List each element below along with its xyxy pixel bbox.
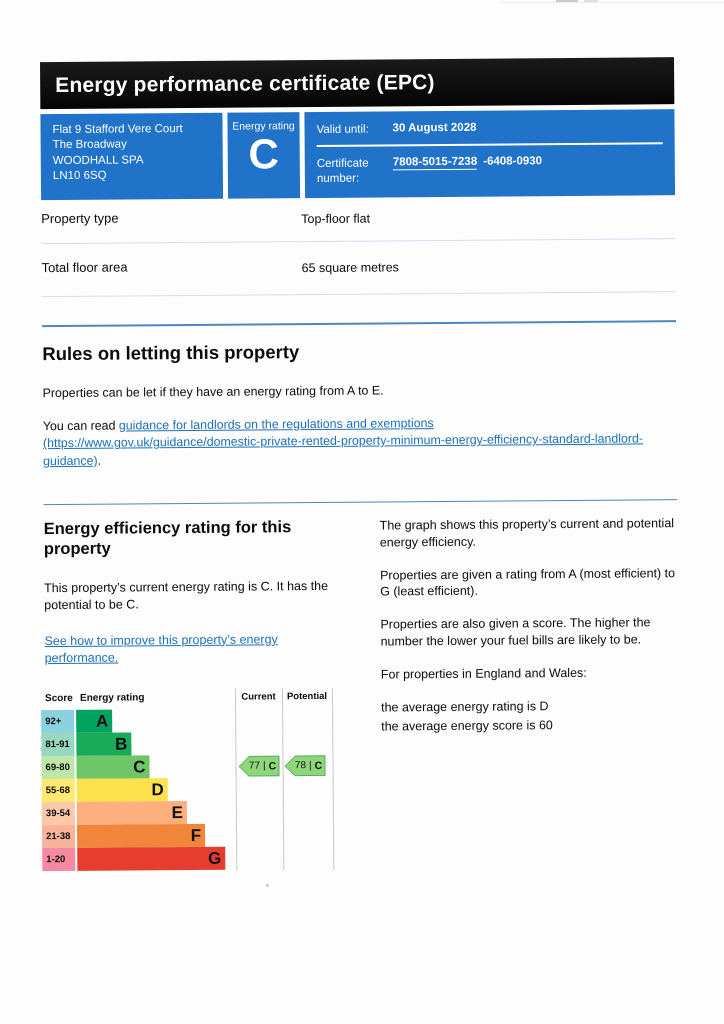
band-score-range: 39-54 <box>42 802 75 825</box>
fact-label: Total floor area <box>41 259 128 276</box>
certificate-number-label: Certificate number: <box>316 157 369 185</box>
epc-band-row-b <box>41 731 333 756</box>
certificate-number-part1: 7808-5015-7238 <box>392 156 478 169</box>
band-bar-g: G <box>77 847 225 871</box>
band-bar-d: D <box>77 779 168 803</box>
current-score: 77 <box>248 760 261 772</box>
property-address <box>40 113 223 200</box>
scan-artifact <box>500 2 724 3</box>
fact-row-total-floor-area <box>41 239 675 297</box>
epc-document <box>40 57 680 872</box>
landlord-guidance-url-link[interactable]: (https://www.gov.uk/guidance/domestic-private-rented-property-minimum-energy-efficiency-standard-landlord- <box>42 431 644 451</box>
rules-paragraph: Properties can be let if they have an energy rating from A to E. <box>42 383 384 401</box>
address-line: Flat 9 Stafford Vere Court <box>52 123 183 137</box>
separator: | <box>308 760 312 772</box>
explanation-paragraph: Properties are given a rating from A (most efficient) to G (least efficient). <box>379 566 676 599</box>
current-rating-arrow <box>238 756 279 777</box>
current-letter: C <box>268 760 277 773</box>
fact-row-property-type <box>41 195 675 244</box>
band-score-range: 92+ <box>41 710 74 733</box>
validity-panel <box>304 109 675 198</box>
band-bar-e: E <box>77 801 187 825</box>
explanation-paragraph: The graph shows this property’s current and potential energy efficiency. <box>379 516 675 550</box>
rules-guidance-paragraph <box>43 413 677 471</box>
band-score-range: 1-20 <box>42 848 75 871</box>
explanation-paragraph: For properties in England and Wales: <box>380 665 587 682</box>
chart-column-divider <box>332 688 334 870</box>
epc-band-row-a <box>41 708 333 733</box>
band-score-range: 55-68 <box>42 779 75 802</box>
certificate-number-part2: -6408-0930 <box>483 155 543 169</box>
epc-band-row-d <box>42 777 334 802</box>
band-score-range: 81-91 <box>41 733 74 756</box>
chart-col-score: Score <box>44 693 73 705</box>
average-score-line: the average energy score is 60 <box>381 718 553 734</box>
valid-until-label: Valid until: <box>316 123 369 136</box>
separator: | <box>262 760 266 772</box>
band-bar-a: A <box>76 710 112 733</box>
epc-band-row-g <box>42 846 334 871</box>
band-bar-c: C <box>76 756 149 780</box>
document-titlebar <box>40 57 674 109</box>
chart-col-energy-rating: Energy rating <box>79 692 145 705</box>
panel-divider <box>317 143 663 148</box>
potential-score: 78 <box>294 760 307 772</box>
landlord-guidance-url-link[interactable]: guidance) <box>43 453 98 468</box>
address-line: LN10 6SQ <box>52 169 107 183</box>
explanation-paragraph: Properties are also given a score. The higher the number the lower your fuel bills are likely to be. <box>380 615 651 649</box>
average-rating-line: the average energy rating is D <box>381 699 549 715</box>
band-score-range: 21-38 <box>42 825 75 848</box>
address-line: The Broadway <box>52 138 127 152</box>
rules-suffix: . <box>97 453 102 468</box>
landlord-guidance-link[interactable]: guidance for landlords on the regulations and exemptions <box>118 415 434 433</box>
rules-section <box>42 338 677 470</box>
section-divider <box>42 320 676 327</box>
section-divider <box>43 500 677 506</box>
page-title: Energy performance certificate (EPC) <box>55 70 435 97</box>
efficiency-section <box>44 516 681 873</box>
efficiency-explanation <box>380 516 681 870</box>
fact-label: Property type <box>41 210 119 227</box>
rules-read-prefix: You can read <box>42 418 119 433</box>
rules-heading: Rules on letting this property <box>42 341 300 365</box>
band-score-range: 69-80 <box>41 756 74 779</box>
valid-until-value: 30 August 2028 <box>392 121 477 135</box>
scan-artifact <box>266 884 269 887</box>
energy-rating-label: Energy rating <box>232 120 295 133</box>
improve-performance-link[interactable]: See how to improve this property’s energy performance. <box>44 632 278 666</box>
energy-rating-value: C <box>248 130 280 178</box>
potential-rating-arrow <box>284 755 325 776</box>
chart-col-current: Current <box>241 691 276 703</box>
band-bar-b: B <box>76 733 131 756</box>
summary-panels <box>40 109 675 200</box>
epc-rating-chart <box>41 688 334 872</box>
fact-value: Top-floor flat <box>301 211 371 227</box>
address-line: WOODHALL SPA <box>52 154 144 167</box>
epc-band-row-f <box>42 823 334 848</box>
band-bar-f: F <box>77 824 205 848</box>
efficiency-heading: Energy efficiency rating for this property <box>43 518 292 559</box>
potential-letter: C <box>314 759 323 772</box>
epc-band-row-e <box>42 800 334 825</box>
chart-col-potential: Potential <box>286 691 328 703</box>
efficiency-paragraph: This property’s current energy rating is C. It has the potential to be C. <box>44 579 329 613</box>
energy-rating-panel <box>227 112 300 199</box>
fact-value: 65 square metres <box>301 260 399 276</box>
epc-band-rows <box>41 708 334 871</box>
